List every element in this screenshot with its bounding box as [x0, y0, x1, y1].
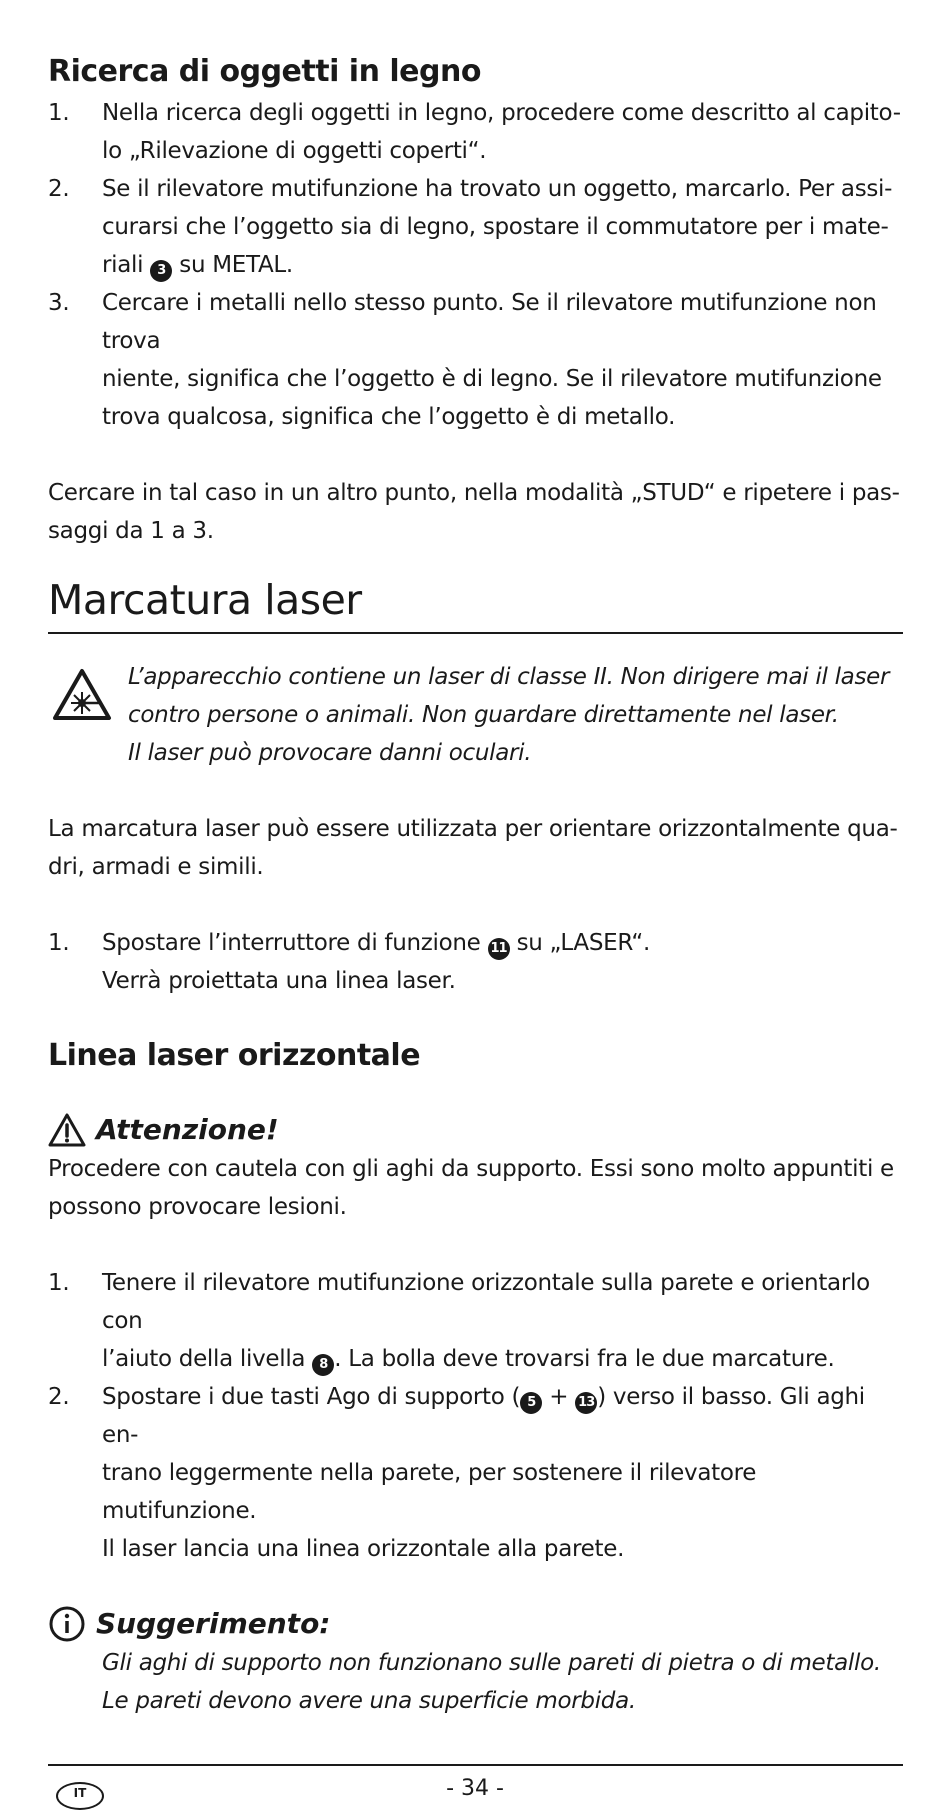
list-item: 1. Nella ricerca degli oggetti in legno, procedere come descritto al capito- lo „Rilevazione di oggetti coperti“.	[48, 100, 901, 164]
page-number: - 34 -	[446, 1776, 504, 1801]
tip-text: Gli aghi di supporto non funzionano sulle pareti di pietra o di metallo. Le pareti devono avere una superficie morbida.	[102, 1650, 881, 1714]
section-title-horizontal: Linea laser orizzontale	[48, 1038, 421, 1073]
language-badge: IT	[56, 1782, 104, 1810]
reference-badge: 5	[520, 1392, 542, 1414]
laser-warning-icon	[52, 668, 112, 722]
info-icon	[48, 1605, 86, 1643]
list-item: 1. Spostare l’interruttore di funzione 11 su „LASER“. Verrà proiettata una linea laser.	[48, 930, 650, 994]
warning-triangle-icon	[48, 1113, 86, 1147]
reference-badge: 3	[150, 260, 172, 282]
tip-heading: Suggerimento:	[48, 1604, 903, 1644]
list-item: 2. Se il rilevatore mutifunzione ha trovato un oggetto, marcarlo. Per assi- curarsi che l’oggetto sia di legno, spostare il commutatore per i mate- riali 3 su METAL.	[48, 170, 903, 284]
list-item: 3. Cercare i metalli nello stesso punto. Se il rilevatore mutifunzione non trova niente, significa che l’oggetto è di legno. Se il rilevatore mutifunzione trova qualcosa, significa che l’oggetto è di metallo.	[48, 290, 882, 430]
laser-warning: L’apparecchio contiene un laser di classe II. Non dirigere mai il laser contro persone o animali. Non guardare direttamente nel laser. Il laser può provocare danni oculari.	[48, 658, 903, 772]
laser-intro: La marcatura laser può essere utilizzata per orientare orizzontalmente qua- dri, armadi e simili.	[48, 816, 898, 880]
horizontal-steps-list	[48, 1264, 903, 1568]
footer-divider	[48, 1764, 903, 1766]
attention-heading: Attenzione!	[48, 1110, 903, 1150]
list-item: 2. Spostare i due tasti Ago di supporto ( 5 + 13 ) verso il basso. Gli aghi en- trano leggermente nella parete, per sostenere il rilevatore mutifunzione. Il laser lancia una linea orizzontale alla parete.	[48, 1384, 865, 1562]
list-item: 1. Tenere il rilevatore mutifunzione orizzontale sulla parete e orientarlo con l’aiuto della livella 8 . La bolla deve trovarsi fra le due marcature.	[48, 1264, 903, 1378]
laser-steps-list	[48, 924, 903, 1000]
wood-after-paragraph: Cercare in tal caso in un altro punto, nella modalità „STUD“ e ripetere i pas- saggi da 1 a 3.	[48, 480, 900, 544]
wood-steps-list	[48, 94, 903, 436]
section-title-wood: Ricerca di oggetti in legno	[48, 54, 481, 89]
reference-badge: 11	[488, 938, 510, 960]
reference-badge: 13	[575, 1392, 597, 1414]
attention-text: Procedere con cautela con gli aghi da supporto. Essi sono molto appuntiti e possono provocare lesioni.	[48, 1156, 894, 1220]
section-title-laser: Marcatura laser	[48, 574, 903, 634]
reference-badge: 8	[312, 1354, 334, 1376]
page-content	[48, 52, 903, 1720]
